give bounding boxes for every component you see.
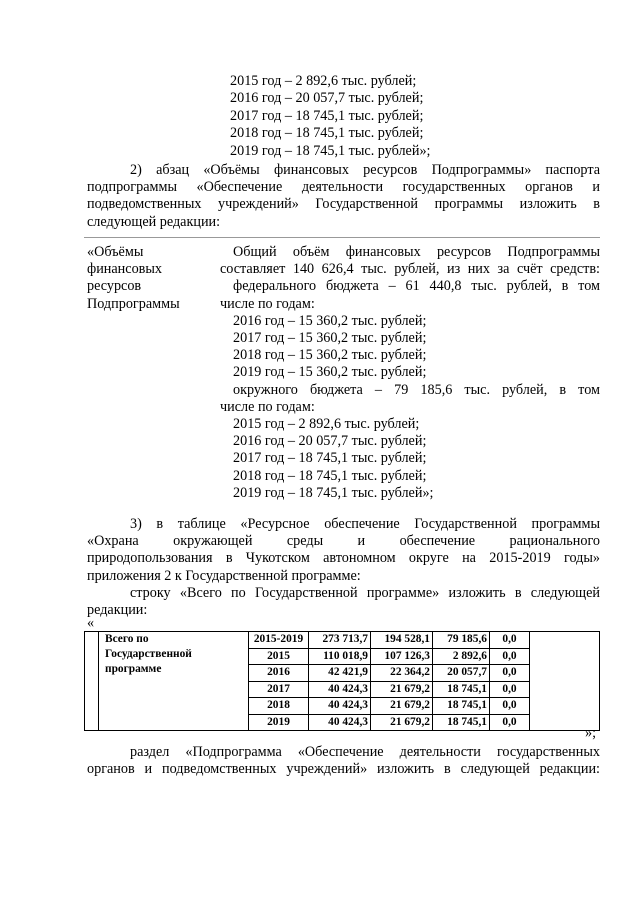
right-line: 2019 год – 18 745,1 тыс. рублей»;: [233, 484, 434, 501]
table-cell: 21 679,2: [371, 698, 433, 715]
table-cell: 0,0: [490, 665, 530, 682]
top-line: 2015 год – 2 892,6 тыс. рублей;: [230, 73, 417, 89]
paragraph-line: приложения 2 к Государственной программе:: [87, 567, 361, 584]
table-cell: 2015: [249, 648, 309, 665]
top-line: 2019 год – 18 745,1 тыс. рублей»;: [230, 143, 431, 159]
table-cell: 40 424,3: [309, 698, 371, 715]
table-cell: 0,0: [490, 632, 530, 649]
left-label-line: «Объёмы: [87, 244, 144, 260]
table-cell: 2016: [249, 665, 309, 682]
table-cell: 40 424,3: [309, 681, 371, 698]
right-line: 2016 год – 15 360,2 тыс. рублей;: [233, 312, 427, 329]
right-line: 2018 год – 15 360,2 тыс. рублей;: [233, 347, 427, 364]
table-row: [85, 632, 600, 649]
table-label-cell: [99, 632, 249, 731]
table-cell: 79 185,6: [433, 632, 490, 649]
table-cell: 110 018,9: [309, 648, 371, 665]
block-top-rule: [84, 237, 600, 238]
paragraph-line: раздел «Подпрограмма «Обеспечение деятельности государственных: [130, 744, 600, 760]
top-line: 2018 год – 18 745,1 тыс. рублей;: [230, 125, 424, 141]
right-column: [220, 244, 600, 502]
table-cell: 194 528,1: [371, 632, 433, 649]
right-line: 2016 год – 20 057,7 тыс. рублей;: [233, 433, 427, 450]
table-cell: 0,0: [490, 648, 530, 665]
table-label-line: Всего по: [105, 633, 149, 645]
paragraph-line: строку «Всего по Государственной программе» изложить в следующей: [130, 585, 600, 601]
paragraph-row: [87, 585, 600, 619]
right-line: 2017 год – 18 745,1 тыс. рублей;: [233, 450, 427, 467]
right-line: составляет 140 626,4 тыс. рублей, из них за счёт средств:: [220, 261, 600, 278]
table-cell: 107 126,3: [371, 648, 433, 665]
paragraph-last: [87, 744, 600, 778]
table-cell: 18 745,1: [433, 681, 490, 698]
paragraph-2: [87, 162, 600, 231]
top-line: 2017 год – 18 745,1 тыс. рублей;: [230, 108, 424, 124]
left-label: [87, 244, 207, 313]
table-cell: 21 679,2: [371, 714, 433, 731]
paragraph-line: следующей редакции:: [87, 213, 221, 230]
table-cell: 0,0: [490, 681, 530, 698]
table-cell: 18 745,1: [433, 698, 490, 715]
table-cell: 42 421,9: [309, 665, 371, 682]
paragraph-3: [87, 516, 600, 585]
table-blank-cell: [530, 632, 600, 731]
top-line: 2016 год – 20 057,7 тыс. рублей;: [230, 90, 424, 106]
paragraph-line: подведомственных учреждений» Государственной программы изложить в: [87, 196, 600, 213]
table-cell: 2018: [249, 698, 309, 715]
table-blank-cell: [85, 632, 99, 731]
right-line: 2017 год – 15 360,2 тыс. рублей;: [233, 330, 427, 347]
table-cell: 273 713,7: [309, 632, 371, 649]
right-line: числе по годам:: [220, 398, 315, 415]
table-label-line: программе: [105, 663, 162, 675]
left-label-line: Подпрограммы: [87, 295, 180, 312]
paragraph-line: 2) абзац «Объёмы финансовых ресурсов Подпрограммы» паспорта: [130, 162, 600, 178]
paragraph-line: 3) в таблице «Ресурсное обеспечение Государственной программы: [130, 516, 600, 532]
paragraph-line: природопользования в Чукотском автономном округе на 2015-2019 годы»: [87, 550, 600, 567]
totals-table: [84, 631, 600, 731]
table-cell: 40 424,3: [309, 714, 371, 731]
table-cell: 2 892,6: [433, 648, 490, 665]
left-label-line: ресурсов: [87, 278, 142, 295]
table-cell: 22 364,2: [371, 665, 433, 682]
table-cell: 2019: [249, 714, 309, 731]
table-cell: 18 745,1: [433, 714, 490, 731]
paragraph-line: редакции:: [87, 602, 148, 619]
table-label-line: Государственной: [105, 648, 192, 660]
right-line: Общий объём финансовых ресурсов Подпрограммы: [233, 244, 600, 260]
right-line: 2019 год – 15 360,2 тыс. рублей;: [233, 364, 427, 381]
right-line: числе по годам:: [220, 295, 315, 312]
table-cell: 2015-2019: [249, 632, 309, 649]
right-line: федерального бюджета – 61 440,8 тыс. рублей, в том: [233, 278, 600, 295]
right-line: 2018 год – 18 745,1 тыс. рублей;: [233, 467, 427, 484]
right-line: окружного бюджета – 79 185,6 тыс. рублей, в том: [233, 381, 600, 398]
table-cell: 20 057,7: [433, 665, 490, 682]
close-quote: »;: [585, 725, 597, 741]
right-line: 2015 год – 2 892,6 тыс. рублей;: [233, 416, 420, 433]
paragraph-line: подпрограммы «Обеспечение деятельности государственных органов и: [87, 179, 600, 196]
paragraph-line: органов и подведомственных учреждений» изложить в следующей редакции:: [87, 761, 600, 778]
table-cell: 21 679,2: [371, 681, 433, 698]
table-cell: 0,0: [490, 698, 530, 715]
left-label-line: финансовых: [87, 261, 162, 278]
table-cell: 0,0: [490, 714, 530, 731]
open-quote: «: [87, 615, 95, 631]
table-cell: 2017: [249, 681, 309, 698]
paragraph-line: «Охрана окружающей среды и обеспечение рационального: [87, 533, 600, 550]
